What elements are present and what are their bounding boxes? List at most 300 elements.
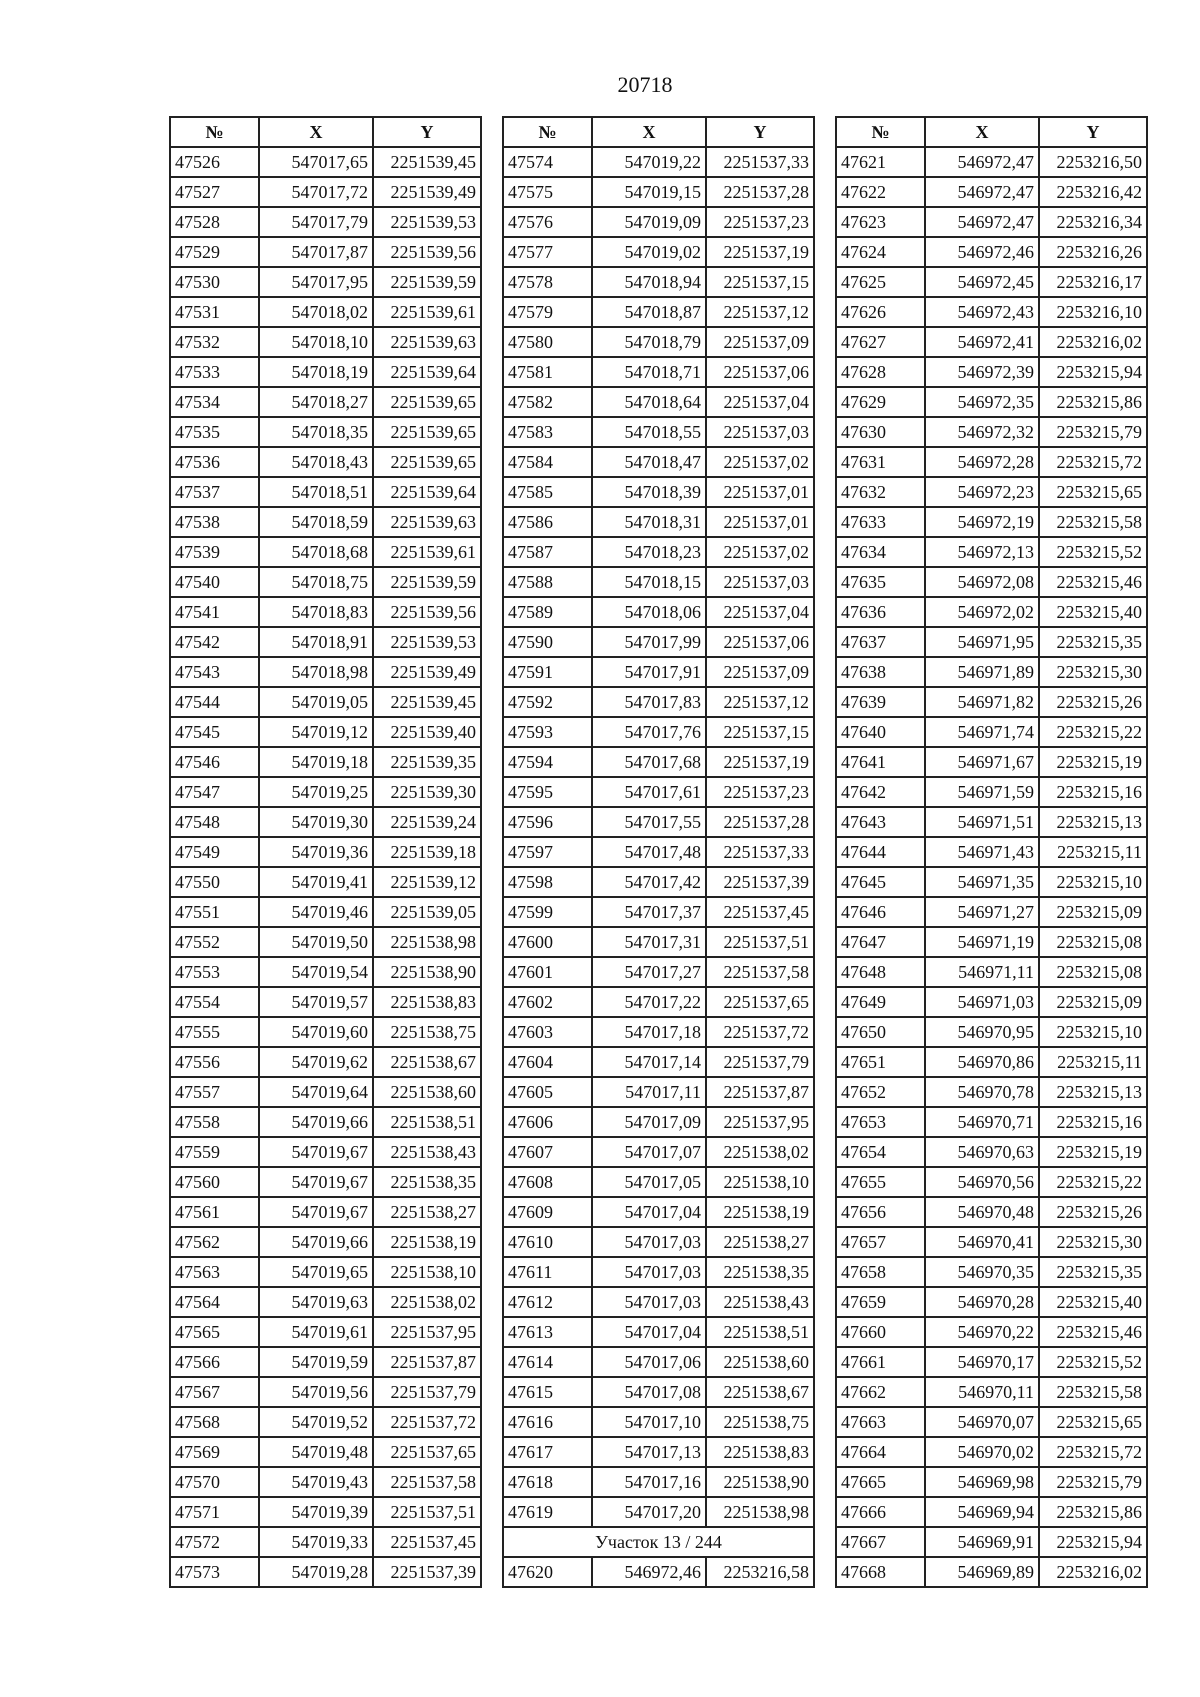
x-coordinate-cell: 546971,43 bbox=[925, 837, 1039, 867]
table-row bbox=[503, 207, 814, 237]
y-coordinate-cell: 2253215,72 bbox=[1039, 447, 1147, 477]
table-row bbox=[170, 1257, 481, 1287]
point-number-cell: 47605 bbox=[503, 1077, 592, 1107]
point-number-cell: 47659 bbox=[836, 1287, 925, 1317]
table-row bbox=[503, 1497, 814, 1527]
y-coordinate-cell: 2251537,65 bbox=[373, 1437, 481, 1467]
point-number-cell: 47535 bbox=[170, 417, 259, 447]
table-row bbox=[503, 837, 814, 867]
x-coordinate-cell: 547017,06 bbox=[592, 1347, 706, 1377]
x-coordinate-cell: 546970,95 bbox=[925, 1017, 1039, 1047]
x-coordinate-cell: 547019,02 bbox=[592, 237, 706, 267]
table-row bbox=[503, 747, 814, 777]
y-coordinate-cell: 2251537,15 bbox=[706, 717, 814, 747]
point-number-cell: 47584 bbox=[503, 447, 592, 477]
x-coordinate-cell: 547019,66 bbox=[259, 1227, 373, 1257]
table-row bbox=[503, 297, 814, 327]
x-coordinate-cell: 547017,04 bbox=[592, 1317, 706, 1347]
table-row bbox=[503, 507, 814, 537]
y-coordinate-cell: 2251537,45 bbox=[373, 1527, 481, 1557]
table-row bbox=[170, 717, 481, 747]
header-x: X bbox=[592, 117, 706, 147]
point-number-cell: 47668 bbox=[836, 1557, 925, 1587]
y-coordinate-cell: 2253215,46 bbox=[1039, 567, 1147, 597]
y-coordinate-cell: 2251537,39 bbox=[706, 867, 814, 897]
point-number-cell: 47636 bbox=[836, 597, 925, 627]
table-row bbox=[503, 567, 814, 597]
point-number-cell: 47533 bbox=[170, 357, 259, 387]
x-coordinate-cell: 547017,99 bbox=[592, 627, 706, 657]
table-row bbox=[503, 177, 814, 207]
header-y: Y bbox=[1039, 117, 1147, 147]
table-row bbox=[170, 627, 481, 657]
table-row bbox=[503, 657, 814, 687]
table-row bbox=[503, 867, 814, 897]
y-coordinate-cell: 2251538,90 bbox=[373, 957, 481, 987]
table-row bbox=[170, 747, 481, 777]
x-coordinate-cell: 547017,72 bbox=[259, 177, 373, 207]
x-coordinate-cell: 546970,71 bbox=[925, 1107, 1039, 1137]
point-number-cell: 47625 bbox=[836, 267, 925, 297]
point-number-cell: 47590 bbox=[503, 627, 592, 657]
table-row bbox=[836, 657, 1147, 687]
x-coordinate-cell: 547017,09 bbox=[592, 1107, 706, 1137]
table-row bbox=[836, 1407, 1147, 1437]
point-number-cell: 47654 bbox=[836, 1137, 925, 1167]
x-coordinate-cell: 546972,35 bbox=[925, 387, 1039, 417]
x-coordinate-cell: 546971,89 bbox=[925, 657, 1039, 687]
table-row bbox=[836, 417, 1147, 447]
point-number-cell: 47589 bbox=[503, 597, 592, 627]
y-coordinate-cell: 2251539,05 bbox=[373, 897, 481, 927]
point-number-cell: 47581 bbox=[503, 357, 592, 387]
table-row bbox=[503, 477, 814, 507]
x-coordinate-cell: 547018,43 bbox=[259, 447, 373, 477]
point-number-cell: 47634 bbox=[836, 537, 925, 567]
y-coordinate-cell: 2251539,61 bbox=[373, 537, 481, 567]
table-row bbox=[503, 1077, 814, 1107]
x-coordinate-cell: 547017,61 bbox=[592, 777, 706, 807]
table-row bbox=[170, 867, 481, 897]
point-number-cell: 47563 bbox=[170, 1257, 259, 1287]
point-number-cell: 47578 bbox=[503, 267, 592, 297]
x-coordinate-cell: 546971,35 bbox=[925, 867, 1039, 897]
y-coordinate-cell: 2253215,11 bbox=[1039, 837, 1147, 867]
point-number-cell: 47618 bbox=[503, 1467, 592, 1497]
x-coordinate-cell: 547017,03 bbox=[592, 1227, 706, 1257]
y-coordinate-cell: 2253215,08 bbox=[1039, 927, 1147, 957]
x-coordinate-cell: 547017,42 bbox=[592, 867, 706, 897]
section-row bbox=[503, 1527, 814, 1557]
point-number-cell: 47569 bbox=[170, 1437, 259, 1467]
table-row bbox=[503, 807, 814, 837]
table-row bbox=[503, 1167, 814, 1197]
table-row bbox=[503, 1197, 814, 1227]
table-row bbox=[836, 777, 1147, 807]
x-coordinate-cell: 547018,51 bbox=[259, 477, 373, 507]
y-coordinate-cell: 2251539,61 bbox=[373, 297, 481, 327]
x-coordinate-cell: 546970,11 bbox=[925, 1377, 1039, 1407]
point-number-cell: 47656 bbox=[836, 1197, 925, 1227]
point-number-cell: 47541 bbox=[170, 597, 259, 627]
point-number-cell: 47667 bbox=[836, 1527, 925, 1557]
table-row bbox=[503, 597, 814, 627]
y-coordinate-cell: 2251539,65 bbox=[373, 447, 481, 477]
point-number-cell: 47567 bbox=[170, 1377, 259, 1407]
y-coordinate-cell: 2253215,11 bbox=[1039, 1047, 1147, 1077]
y-coordinate-cell: 2251539,63 bbox=[373, 327, 481, 357]
x-coordinate-cell: 547017,87 bbox=[259, 237, 373, 267]
x-coordinate-cell: 546972,02 bbox=[925, 597, 1039, 627]
y-coordinate-cell: 2253215,58 bbox=[1039, 507, 1147, 537]
point-number-cell: 47544 bbox=[170, 687, 259, 717]
y-coordinate-cell: 2253216,34 bbox=[1039, 207, 1147, 237]
x-coordinate-cell: 547018,55 bbox=[592, 417, 706, 447]
x-coordinate-cell: 546970,22 bbox=[925, 1317, 1039, 1347]
y-coordinate-cell: 2251538,43 bbox=[373, 1137, 481, 1167]
point-number-cell: 47558 bbox=[170, 1107, 259, 1137]
y-coordinate-cell: 2251538,35 bbox=[373, 1167, 481, 1197]
point-number-cell: 47617 bbox=[503, 1437, 592, 1467]
table-row bbox=[170, 507, 481, 537]
table-row bbox=[836, 1527, 1147, 1557]
x-coordinate-cell: 547017,37 bbox=[592, 897, 706, 927]
x-coordinate-cell: 546972,43 bbox=[925, 297, 1039, 327]
table-row bbox=[503, 417, 814, 447]
table-row bbox=[503, 387, 814, 417]
point-number-cell: 47572 bbox=[170, 1527, 259, 1557]
y-coordinate-cell: 2253215,52 bbox=[1039, 537, 1147, 567]
table-row bbox=[170, 1017, 481, 1047]
point-number-cell: 47609 bbox=[503, 1197, 592, 1227]
coordinates-table-3 bbox=[835, 116, 1148, 1588]
x-coordinate-cell: 547018,75 bbox=[259, 567, 373, 597]
table-row bbox=[503, 1437, 814, 1467]
x-coordinate-cell: 546972,08 bbox=[925, 567, 1039, 597]
point-number-cell: 47600 bbox=[503, 927, 592, 957]
x-coordinate-cell: 547018,68 bbox=[259, 537, 373, 567]
table-row bbox=[836, 207, 1147, 237]
table-row bbox=[170, 927, 481, 957]
table-row bbox=[170, 1137, 481, 1167]
x-coordinate-cell: 546971,82 bbox=[925, 687, 1039, 717]
x-coordinate-cell: 547019,67 bbox=[259, 1197, 373, 1227]
point-number-cell: 47526 bbox=[170, 147, 259, 177]
coordinates-table-2 bbox=[502, 116, 815, 1588]
x-coordinate-cell: 547019,12 bbox=[259, 717, 373, 747]
table-row bbox=[836, 1077, 1147, 1107]
y-coordinate-cell: 2251537,65 bbox=[706, 987, 814, 1017]
x-coordinate-cell: 547017,03 bbox=[592, 1257, 706, 1287]
x-coordinate-cell: 547017,83 bbox=[592, 687, 706, 717]
point-number-cell: 47653 bbox=[836, 1107, 925, 1137]
table-row bbox=[836, 807, 1147, 837]
y-coordinate-cell: 2253216,26 bbox=[1039, 237, 1147, 267]
table-row bbox=[836, 177, 1147, 207]
table-row bbox=[503, 1287, 814, 1317]
x-coordinate-cell: 546972,41 bbox=[925, 327, 1039, 357]
y-coordinate-cell: 2251537,51 bbox=[373, 1497, 481, 1527]
y-coordinate-cell: 2253215,35 bbox=[1039, 1257, 1147, 1287]
y-coordinate-cell: 2251537,23 bbox=[706, 777, 814, 807]
point-number-cell: 47571 bbox=[170, 1497, 259, 1527]
point-number-cell: 47559 bbox=[170, 1137, 259, 1167]
y-coordinate-cell: 2251537,79 bbox=[706, 1047, 814, 1077]
x-coordinate-cell: 547019,50 bbox=[259, 927, 373, 957]
x-coordinate-cell: 546971,59 bbox=[925, 777, 1039, 807]
point-number-cell: 47560 bbox=[170, 1167, 259, 1197]
table-row bbox=[503, 957, 814, 987]
table-row bbox=[836, 837, 1147, 867]
y-coordinate-cell: 2251539,12 bbox=[373, 867, 481, 897]
y-coordinate-cell: 2253215,65 bbox=[1039, 1407, 1147, 1437]
table-row bbox=[503, 1257, 814, 1287]
point-number-cell: 47542 bbox=[170, 627, 259, 657]
y-coordinate-cell: 2253216,02 bbox=[1039, 1557, 1147, 1587]
x-coordinate-cell: 547017,14 bbox=[592, 1047, 706, 1077]
header-row bbox=[836, 117, 1147, 147]
y-coordinate-cell: 2251539,56 bbox=[373, 237, 481, 267]
y-coordinate-cell: 2251538,19 bbox=[373, 1227, 481, 1257]
header-number: № bbox=[170, 117, 259, 147]
table-row bbox=[503, 927, 814, 957]
y-coordinate-cell: 2251539,45 bbox=[373, 687, 481, 717]
y-coordinate-cell: 2253215,13 bbox=[1039, 807, 1147, 837]
table-row bbox=[836, 297, 1147, 327]
y-coordinate-cell: 2253216,02 bbox=[1039, 327, 1147, 357]
table-row bbox=[170, 537, 481, 567]
x-coordinate-cell: 546970,17 bbox=[925, 1347, 1039, 1377]
point-number-cell: 47622 bbox=[836, 177, 925, 207]
table-row bbox=[170, 1437, 481, 1467]
x-coordinate-cell: 546970,07 bbox=[925, 1407, 1039, 1437]
point-number-cell: 47613 bbox=[503, 1317, 592, 1347]
table-row bbox=[170, 387, 481, 417]
section-label: Участок 13 / 244 bbox=[503, 1527, 814, 1557]
y-coordinate-cell: 2253215,40 bbox=[1039, 597, 1147, 627]
table-row bbox=[170, 597, 481, 627]
table-row bbox=[170, 1407, 481, 1437]
table-row bbox=[836, 1437, 1147, 1467]
table-row bbox=[170, 1347, 481, 1377]
y-coordinate-cell: 2253215,40 bbox=[1039, 1287, 1147, 1317]
point-number-cell: 47650 bbox=[836, 1017, 925, 1047]
point-number-cell: 47641 bbox=[836, 747, 925, 777]
x-coordinate-cell: 547019,54 bbox=[259, 957, 373, 987]
x-coordinate-cell: 546970,48 bbox=[925, 1197, 1039, 1227]
point-number-cell: 47555 bbox=[170, 1017, 259, 1047]
y-coordinate-cell: 2251537,33 bbox=[706, 837, 814, 867]
y-coordinate-cell: 2251539,56 bbox=[373, 597, 481, 627]
table-row bbox=[836, 1197, 1147, 1227]
x-coordinate-cell: 547018,79 bbox=[592, 327, 706, 357]
table-row bbox=[170, 1287, 481, 1317]
y-coordinate-cell: 2251538,35 bbox=[706, 1257, 814, 1287]
y-coordinate-cell: 2251537,23 bbox=[706, 207, 814, 237]
y-coordinate-cell: 2253215,26 bbox=[1039, 687, 1147, 717]
x-coordinate-cell: 547017,13 bbox=[592, 1437, 706, 1467]
y-coordinate-cell: 2253215,52 bbox=[1039, 1347, 1147, 1377]
x-coordinate-cell: 547019,61 bbox=[259, 1317, 373, 1347]
point-number-cell: 47597 bbox=[503, 837, 592, 867]
y-coordinate-cell: 2251537,09 bbox=[706, 657, 814, 687]
x-coordinate-cell: 546971,74 bbox=[925, 717, 1039, 747]
x-coordinate-cell: 546972,46 bbox=[925, 237, 1039, 267]
point-number-cell: 47645 bbox=[836, 867, 925, 897]
x-coordinate-cell: 547019,63 bbox=[259, 1287, 373, 1317]
coordinates-table-1 bbox=[169, 116, 482, 1588]
point-number-cell: 47551 bbox=[170, 897, 259, 927]
y-coordinate-cell: 2251539,35 bbox=[373, 747, 481, 777]
x-coordinate-cell: 547019,28 bbox=[259, 1557, 373, 1587]
y-coordinate-cell: 2251537,01 bbox=[706, 507, 814, 537]
x-coordinate-cell: 547018,02 bbox=[259, 297, 373, 327]
y-coordinate-cell: 2251539,65 bbox=[373, 387, 481, 417]
table-row bbox=[503, 1557, 814, 1587]
y-coordinate-cell: 2253215,30 bbox=[1039, 1227, 1147, 1257]
x-coordinate-cell: 547018,10 bbox=[259, 327, 373, 357]
x-coordinate-cell: 546972,47 bbox=[925, 147, 1039, 177]
x-coordinate-cell: 547018,15 bbox=[592, 567, 706, 597]
x-coordinate-cell: 547017,31 bbox=[592, 927, 706, 957]
point-number-cell: 47661 bbox=[836, 1347, 925, 1377]
y-coordinate-cell: 2253215,65 bbox=[1039, 477, 1147, 507]
table-row bbox=[836, 1227, 1147, 1257]
y-coordinate-cell: 2253215,10 bbox=[1039, 1017, 1147, 1047]
table-row bbox=[503, 357, 814, 387]
table-row bbox=[503, 1407, 814, 1437]
x-coordinate-cell: 546969,94 bbox=[925, 1497, 1039, 1527]
x-coordinate-cell: 547018,47 bbox=[592, 447, 706, 477]
y-coordinate-cell: 2253215,22 bbox=[1039, 717, 1147, 747]
y-coordinate-cell: 2253216,42 bbox=[1039, 177, 1147, 207]
y-coordinate-cell: 2251539,24 bbox=[373, 807, 481, 837]
header-y: Y bbox=[706, 117, 814, 147]
point-number-cell: 47643 bbox=[836, 807, 925, 837]
x-coordinate-cell: 546971,51 bbox=[925, 807, 1039, 837]
point-number-cell: 47647 bbox=[836, 927, 925, 957]
y-coordinate-cell: 2251538,75 bbox=[706, 1407, 814, 1437]
x-coordinate-cell: 546971,03 bbox=[925, 987, 1039, 1017]
table-row bbox=[836, 327, 1147, 357]
point-number-cell: 47648 bbox=[836, 957, 925, 987]
y-coordinate-cell: 2253215,22 bbox=[1039, 1167, 1147, 1197]
x-coordinate-cell: 546969,89 bbox=[925, 1557, 1039, 1587]
point-number-cell: 47595 bbox=[503, 777, 592, 807]
y-coordinate-cell: 2253215,16 bbox=[1039, 777, 1147, 807]
x-coordinate-cell: 547019,05 bbox=[259, 687, 373, 717]
table-row bbox=[836, 927, 1147, 957]
table-row bbox=[836, 687, 1147, 717]
y-coordinate-cell: 2251538,51 bbox=[373, 1107, 481, 1137]
y-coordinate-cell: 2251537,12 bbox=[706, 687, 814, 717]
table-row bbox=[503, 717, 814, 747]
x-coordinate-cell: 547017,95 bbox=[259, 267, 373, 297]
table-row bbox=[836, 507, 1147, 537]
point-number-cell: 47635 bbox=[836, 567, 925, 597]
x-coordinate-cell: 546971,19 bbox=[925, 927, 1039, 957]
point-number-cell: 47564 bbox=[170, 1287, 259, 1317]
point-number-cell: 47596 bbox=[503, 807, 592, 837]
point-number-cell: 47548 bbox=[170, 807, 259, 837]
point-number-cell: 47592 bbox=[503, 687, 592, 717]
y-coordinate-cell: 2253215,94 bbox=[1039, 357, 1147, 387]
point-number-cell: 47531 bbox=[170, 297, 259, 327]
point-number-cell: 47620 bbox=[503, 1557, 592, 1587]
x-coordinate-cell: 547019,15 bbox=[592, 177, 706, 207]
table-row bbox=[836, 957, 1147, 987]
y-coordinate-cell: 2253215,94 bbox=[1039, 1527, 1147, 1557]
table-row bbox=[170, 357, 481, 387]
x-coordinate-cell: 546972,39 bbox=[925, 357, 1039, 387]
point-number-cell: 47649 bbox=[836, 987, 925, 1017]
table-row bbox=[836, 1257, 1147, 1287]
y-coordinate-cell: 2251537,28 bbox=[706, 807, 814, 837]
y-coordinate-cell: 2251537,58 bbox=[706, 957, 814, 987]
y-coordinate-cell: 2251537,72 bbox=[373, 1407, 481, 1437]
point-number-cell: 47626 bbox=[836, 297, 925, 327]
x-coordinate-cell: 546972,32 bbox=[925, 417, 1039, 447]
x-coordinate-cell: 547018,27 bbox=[259, 387, 373, 417]
table-row bbox=[170, 207, 481, 237]
point-number-cell: 47540 bbox=[170, 567, 259, 597]
table-row bbox=[170, 807, 481, 837]
y-coordinate-cell: 2251537,95 bbox=[706, 1107, 814, 1137]
y-coordinate-cell: 2253216,10 bbox=[1039, 297, 1147, 327]
table-row bbox=[503, 1137, 814, 1167]
point-number-cell: 47646 bbox=[836, 897, 925, 927]
table-row bbox=[503, 777, 814, 807]
point-number-cell: 47638 bbox=[836, 657, 925, 687]
table-row bbox=[836, 1107, 1147, 1137]
x-coordinate-cell: 547017,05 bbox=[592, 1167, 706, 1197]
point-number-cell: 47616 bbox=[503, 1407, 592, 1437]
point-number-cell: 47547 bbox=[170, 777, 259, 807]
y-coordinate-cell: 2253215,08 bbox=[1039, 957, 1147, 987]
table-row bbox=[836, 237, 1147, 267]
point-number-cell: 47528 bbox=[170, 207, 259, 237]
y-coordinate-cell: 2251537,72 bbox=[706, 1017, 814, 1047]
point-number-cell: 47588 bbox=[503, 567, 592, 597]
y-coordinate-cell: 2251537,04 bbox=[706, 597, 814, 627]
x-coordinate-cell: 547017,79 bbox=[259, 207, 373, 237]
point-number-cell: 47576 bbox=[503, 207, 592, 237]
table-row bbox=[170, 657, 481, 687]
point-number-cell: 47629 bbox=[836, 387, 925, 417]
y-coordinate-cell: 2251538,27 bbox=[706, 1227, 814, 1257]
x-coordinate-cell: 547018,94 bbox=[592, 267, 706, 297]
x-coordinate-cell: 546970,28 bbox=[925, 1287, 1039, 1317]
table-row bbox=[170, 837, 481, 867]
y-coordinate-cell: 2251539,53 bbox=[373, 207, 481, 237]
point-number-cell: 47546 bbox=[170, 747, 259, 777]
x-coordinate-cell: 546969,98 bbox=[925, 1467, 1039, 1497]
point-number-cell: 47573 bbox=[170, 1557, 259, 1587]
y-coordinate-cell: 2251539,49 bbox=[373, 177, 481, 207]
y-coordinate-cell: 2251537,58 bbox=[373, 1467, 481, 1497]
y-coordinate-cell: 2251537,09 bbox=[706, 327, 814, 357]
header-x: X bbox=[259, 117, 373, 147]
x-coordinate-cell: 547017,68 bbox=[592, 747, 706, 777]
x-coordinate-cell: 547017,76 bbox=[592, 717, 706, 747]
x-coordinate-cell: 547018,39 bbox=[592, 477, 706, 507]
point-number-cell: 47568 bbox=[170, 1407, 259, 1437]
y-coordinate-cell: 2251537,03 bbox=[706, 567, 814, 597]
x-coordinate-cell: 547019,52 bbox=[259, 1407, 373, 1437]
point-number-cell: 47603 bbox=[503, 1017, 592, 1047]
point-number-cell: 47566 bbox=[170, 1347, 259, 1377]
point-number-cell: 47532 bbox=[170, 327, 259, 357]
